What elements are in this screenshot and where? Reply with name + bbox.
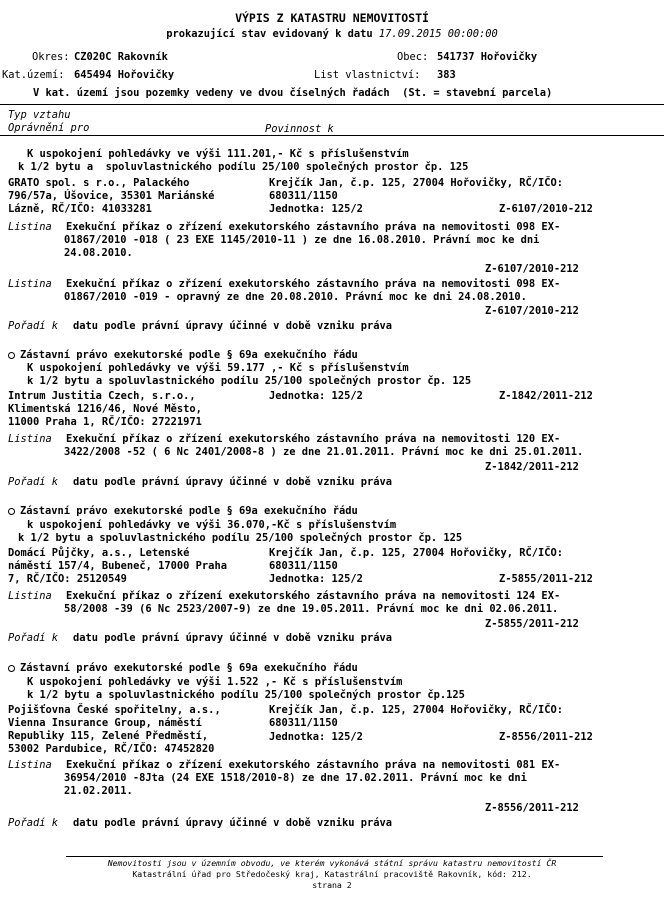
col-typ-vztahu: Typ vztahu: [8, 109, 71, 121]
entry1-creditor2: Klimentská 1216/46, Nové Město,: [8, 403, 202, 415]
entry3-creditor4: 53002 Pardubice, RČ/IČO: 47452820: [8, 743, 215, 755]
entry2-creditor1: Domácí Půjčky, a.s., Letenské: [8, 547, 190, 559]
entry1-listina-b: 3422/2008 -52 ( 6 Nc 2401/2008-8 ) ze dne 21.01.2011. Právní moc ke dni 25.01.2011.: [64, 446, 584, 458]
entry1-poradi-label: Pořadí k: [8, 476, 59, 488]
entry2-line1: k uspokojení pohledávky ve výši 36.070,-Kč s příslušenstvím: [27, 519, 397, 531]
entry3-poradi-text: datu podle právní úpravy účinné v době vzniku práva: [73, 817, 393, 829]
obec-value: 541737 Hořovičky: [437, 51, 538, 63]
entry0-listina1-label: Listina: [8, 221, 52, 233]
lv-label: List vlastnictví:: [314, 69, 421, 81]
entry0-listina1-code: Z-6107/2010-212: [485, 263, 579, 275]
entry3-creditor3: Republiky 115, Zelené Předměstí,: [8, 730, 209, 742]
entry2-debtor2: 680311/1150: [269, 560, 338, 572]
entry3-line1: K uspokojení pohledávky ve výši 1.522 ,- Kč s příslušenstvím: [27, 676, 403, 688]
obec-label: Obec:: [397, 51, 429, 63]
entry2-code: Z-5855/2011-212: [499, 573, 593, 585]
entry0-line2: k 1/2 bytu a spoluvlastnického podílu 25/100 společných prostor čp. 125: [18, 161, 469, 173]
entry1-listina-label: Listina: [8, 433, 52, 445]
entry2-listina-label: Listina: [8, 590, 52, 602]
entry2-creditor3: 7, RČ/IČO: 25120549: [8, 573, 127, 585]
entry3-line2: k 1/2 bytu a spoluvlastnického podílu 25/100 společných prostor čp.125: [27, 689, 465, 701]
page-number: strana 2: [312, 880, 352, 890]
entry3-creditor2: Vienna Insurance Group, náměstí: [8, 717, 202, 729]
entry3-unit: Jednotka: 125/2: [269, 731, 363, 743]
document-subtitle: [0, 28, 664, 41]
subtitle-date: 17.09.2015 00:00:00: [378, 28, 498, 40]
document-title: VÝPIS Z KATASTRU NEMOVITOSTÍ: [235, 11, 429, 25]
entry2-listina-b: 58/2008 -39 (6 Nc 2523/2007-9) ze dne 19.05.2011. Právní moc ke dni 02.06.2011.: [64, 603, 559, 615]
entry3-listina-c: 21.02.2011.: [64, 785, 133, 797]
entry2-listina-code: Z-5855/2011-212: [485, 618, 579, 630]
entry2-listina-a: Exekuční příkaz o zřízení exekutorského zástavního práva na nemovitosti 124 EX-: [66, 590, 561, 602]
entry0-listina2-a: Exekuční příkaz o zřízení exekutorského zástavního práva na nemovitosti 098 EX-: [66, 278, 561, 290]
entry0-creditor1: GRATO spol. s r.o., Palackého: [8, 177, 190, 189]
okres-label: Okres:: [32, 51, 70, 63]
katuzemi-label: Kat.území:: [2, 69, 65, 81]
entry0-poradi-text: datu podle právní úpravy účinné v době vzniku práva: [73, 320, 393, 332]
okres-value: CZ020C Rakovník: [74, 51, 168, 63]
subtitle-prefix: prokazující stav evidovaný k datu: [166, 28, 373, 40]
entry0-code: Z-6107/2010-212: [499, 203, 593, 215]
lv-value: 383: [437, 69, 456, 81]
entry0-listina1-c: 24.08.2010.: [64, 247, 133, 259]
entry1-line1: K uspokojení pohledávky ve výši 59.177 ,- Kč s příslušenstvím: [27, 362, 409, 374]
entry2-bullet-icon: [8, 508, 15, 515]
col-opravneni-pro: Oprávnění pro: [8, 122, 90, 134]
entry3-debtor2: 680311/1150: [269, 717, 338, 729]
entry1-bullet-icon: [8, 352, 15, 359]
footer-line2: Katastrální úřad pro Středočeský kraj, Katastrální pracoviště Rakovník, kód: 212.: [132, 869, 532, 879]
col-povinnost-k: Povinnost k: [265, 123, 334, 135]
entry0-line1: K uspokojení pohledávky ve výši 111.201,- Kč s příslušenstvím: [27, 148, 409, 160]
entry3-listina-label: Listina: [8, 759, 52, 771]
entry3-poradi-label: Pořadí k: [8, 817, 59, 829]
entry2-title: Zástavní právo exekutorské podle § 69a exekučního řádu: [20, 505, 358, 517]
entry3-bullet-icon: [8, 665, 15, 672]
entry3-listina-b: 36954/2010 -8Jta (24 EXE 1518/2010-8) ze dne 17.02.2011. Právní moc ke dni: [64, 772, 527, 784]
entry3-creditor1: Pojišťovna České spořitelny, a.s.,: [8, 704, 221, 716]
entry2-creditor2: náměstí 157/4, Bubeneč, 17000 Praha: [8, 560, 227, 572]
entry0-listina1-a: Exekuční příkaz o zřízení exekutorského zástavního práva na nemovitosti 098 EX-: [66, 221, 561, 233]
entry3-code: Z-8556/2011-212: [499, 731, 593, 743]
footer-rule: [66, 856, 603, 857]
entry1-code: Z-1842/2011-212: [499, 390, 593, 402]
entry2-debtor1: Krejčík Jan, č.p. 125, 27004 Hořovičky, RČ/IČO:: [269, 547, 564, 559]
entry0-listina1-b: 01867/2010 -018 ( 23 EXE 1145/2010-11 ) ze dne 16.08.2010. Právní moc ke dni: [64, 234, 540, 246]
entry3-listina-a: Exekuční příkaz o zřízení exekutorského zástavního práva na nemovitosti 081 EX-: [66, 759, 561, 771]
entry3-debtor1: Krejčík Jan, č.p. 125, 27004 Hořovičky, RČ/IČO:: [269, 704, 564, 716]
entry1-line2: k 1/2 bytu a spoluvlastnického podílu 25/100 společných prostor čp. 125: [27, 375, 472, 387]
entry2-poradi-text: datu podle právní úpravy účinné v době vzniku práva: [73, 632, 393, 644]
entry0-creditor3: Lázně, RČ/IČO: 41033281: [8, 203, 152, 215]
footer-line1: Nemovitosti jsou v územním obvodu, ve kterém vykonává státní správu katastru nemovitostí ČR: [107, 858, 557, 868]
entry0-poradi-label: Pořadí k: [8, 320, 59, 332]
parcel-note: V kat. území jsou pozemky vedeny ve dvou číselných řadách (St. = stavební parcela): [33, 87, 553, 99]
entry1-poradi-text: datu podle právní úpravy účinné v době vzniku práva: [73, 476, 393, 488]
entry1-creditor1: Intrum Justitia Czech, s.r.o.,: [8, 390, 196, 402]
entry0-unit: Jednotka: 125/2: [269, 203, 363, 215]
entry1-creditor3: 11000 Praha 1, RČ/IČO: 27221971: [8, 416, 202, 428]
entry0-listina2-label: Listina: [8, 278, 52, 290]
entry1-unit: Jednotka: 125/2: [269, 390, 363, 402]
entry0-debtor1: Krejčík Jan, č.p. 125, 27004 Hořovičky, RČ/IČO:: [269, 177, 564, 189]
katuzemi-value: 645494 Hořovičky: [74, 69, 175, 81]
entry0-listina2-b: 01867/2010 -019 - opravný ze dne 20.08.2010. Právní moc ke dni 24.08.2010.: [64, 291, 527, 303]
entry3-title: Zástavní právo exekutorské podle § 69a exekučního řádu: [20, 662, 358, 674]
entry2-line2: k 1/2 bytu a spoluvlastnického podílu 25/100 společných prostor čp. 125: [18, 532, 463, 544]
entry2-poradi-label: Pořadí k: [8, 632, 59, 644]
entry1-listina-a: Exekuční příkaz o zřízení exekutorského zástavního práva na nemovitosti 120 EX-: [66, 433, 561, 445]
entry0-creditor2: 796/57a, Úšovice, 35301 Mariánské: [8, 190, 215, 202]
entry0-debtor2: 680311/1150: [269, 190, 338, 202]
columns-rule: [0, 135, 664, 136]
entry1-title: Zástavní právo exekutorské podle § 69a exekučního řádu: [20, 349, 358, 361]
entry0-listina2-code: Z-6107/2010-212: [485, 305, 579, 317]
entry3-listina-code: Z-8556/2011-212: [485, 802, 579, 814]
entry2-unit: Jednotka: 125/2: [269, 573, 363, 585]
entry1-listina-code: Z-1842/2011-212: [485, 461, 579, 473]
header-rule: [0, 104, 664, 105]
